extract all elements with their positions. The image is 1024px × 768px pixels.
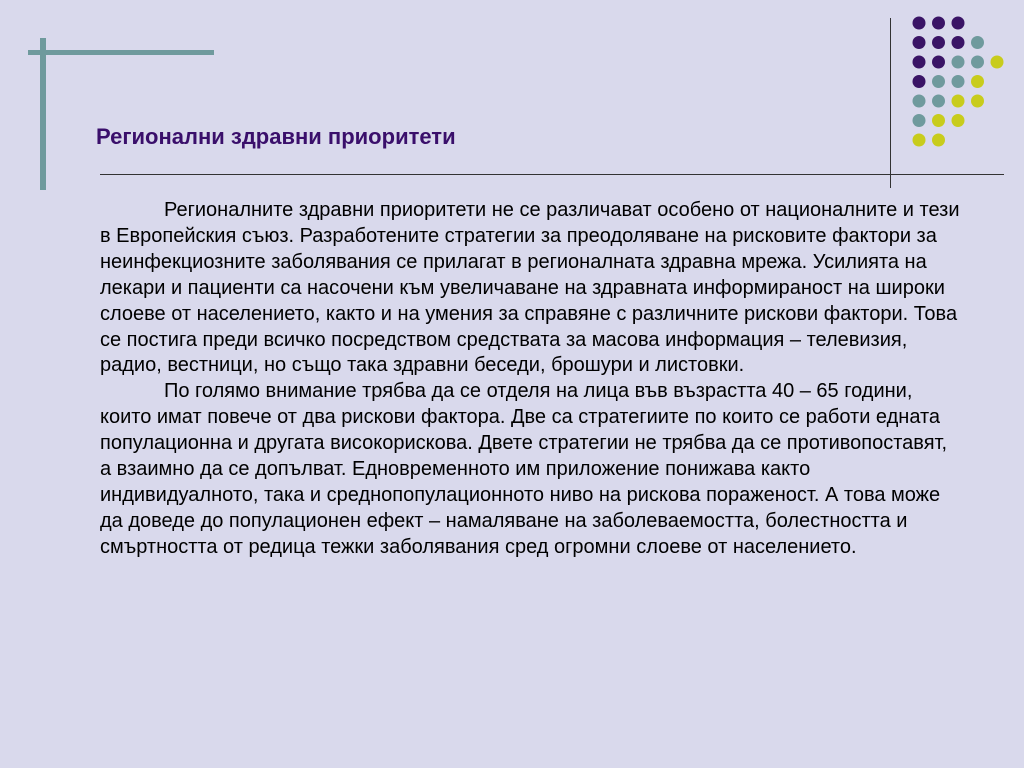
decorative-dot <box>952 56 965 69</box>
slide-body <box>100 198 960 561</box>
decorative-dot <box>932 36 945 49</box>
decorative-dot <box>971 75 984 88</box>
decorative-dot <box>913 36 926 49</box>
title-underline <box>100 174 1004 175</box>
decorative-dot <box>913 95 926 108</box>
decorative-dot-grid <box>0 0 1024 200</box>
decorative-dot <box>913 17 926 30</box>
decorative-vertical-bar <box>40 38 46 190</box>
decorative-horizontal-bar <box>28 50 214 55</box>
decorative-dot <box>952 75 965 88</box>
decorative-dot <box>932 134 945 147</box>
decorative-dot <box>932 56 945 69</box>
decorative-dot <box>932 75 945 88</box>
body-paragraph-2: По голямо внимание трябва да се отделя на лица във възрастта 40 – 65 години, които имат повече от два рискови фактора. Две са стратегиите по които се работи едната популационна и другата високорискова. Двете стратегии не трябва да се противопоставят, а взаимно да се допълват. Едновременното им приложение понижава както индивидуалното, така и среднопопулационното ниво на рискова пораженост. А това може да доведе до популационен ефект – намаляване на заболеваемостта, болестността и смъртността от редица тежки заболявания сред огромни слоеве от населението. <box>100 380 948 558</box>
corner-vertical-line <box>890 18 891 188</box>
decorative-dot <box>952 114 965 127</box>
decorative-dot <box>971 56 984 69</box>
decorative-dot <box>952 17 965 30</box>
decorative-dot <box>971 95 984 108</box>
decorative-dot <box>971 36 984 49</box>
body-paragraph-1: Регионалните здравни приоритети не се различават особено от националните и тези в Европейския съюз. Разработените стратегии за преодоляване на рисковите фактори за неинфекциозните заболявания се прилагат в регионалната здравна мрежа. Усилията на лекари и пациенти са насочени към увеличаване на здравната информираност на широки слоеве от населението, както и на умения за справяне с различните рискови фактори. Това се постига преди всичко посредством средствата за масова информация – телевизия, радио, вестници, но също така здравни беседи, брошури и листовки. <box>100 199 960 377</box>
decorative-dot <box>991 56 1004 69</box>
decorative-dot <box>952 36 965 49</box>
decorative-dot <box>913 56 926 69</box>
decorative-dot <box>913 75 926 88</box>
decorative-dot <box>952 95 965 108</box>
decorative-dot <box>932 95 945 108</box>
decorative-dot <box>932 114 945 127</box>
decorative-dot <box>932 17 945 30</box>
decorative-dot <box>913 114 926 127</box>
slide-title: Регионални здравни приоритети <box>96 124 456 149</box>
decorative-dot <box>913 134 926 147</box>
